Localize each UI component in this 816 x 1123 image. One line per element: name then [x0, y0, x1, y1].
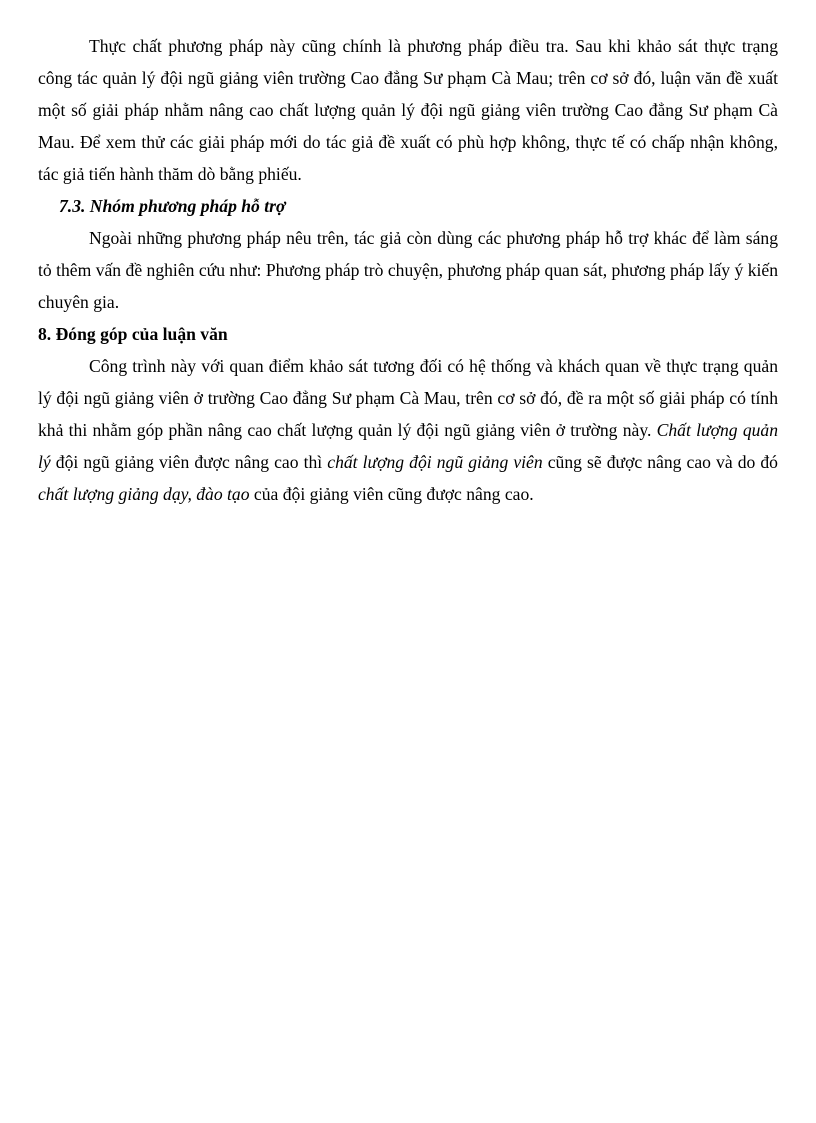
body-paragraph-method-survey: Thực chất phương pháp này cũng chính là phương pháp điều tra. Sau khi khảo sát thực trạng công tác quản lý đội ngũ giảng viên trường Cao đẳng Sư phạm Cà Mau; trên cơ sở đó, luận văn đề xuất một số giải pháp nhằm nâng cao chất lượng quản lý đội ngũ giảng viên trường Cao đẳng Sư phạm Cà Mau. Để xem thử các giải pháp mới do tác giả đề xuất có phù hợp không, thực tế có chấp nhận không, tác giả tiến hành thăm dò bằng phiếu.: [38, 36, 778, 184]
body-paragraph-contribution: [38, 350, 778, 510]
section-heading-8: 8. Đóng góp của luận văn: [38, 324, 228, 344]
body-paragraph-supporting-methods: Ngoài những phương pháp nêu trên, tác giả còn dùng các phương pháp hỗ trợ khác để làm sáng tỏ thêm vấn đề nghiên cứu như: Phương pháp trò chuyện, phương pháp quan sát, phương pháp lấy ý kiến chuyên gia.: [38, 228, 778, 312]
section-heading-7-3: 7.3. Nhóm phương pháp hỗ trợ: [59, 196, 286, 216]
contribution-emphasis-2: chất lượng đội ngũ giảng viên: [327, 452, 543, 472]
contribution-text-4: của đội giảng viên cũng được nâng cao.: [249, 484, 534, 504]
contribution-text-2: đội ngũ giảng viên được nâng cao thì: [50, 452, 328, 472]
document-page: [38, 30, 778, 510]
contribution-emphasis-1: Chất lượng quản lý: [38, 420, 779, 472]
contribution-text-3: cũng sẽ được nâng cao và do đó: [542, 452, 778, 472]
contribution-emphasis-3: chất lượng giảng dạy, đào tạo: [38, 484, 250, 504]
contribution-text-1: Công trình này với quan điểm khảo sát tương đối có hệ thống và khách quan về thực trạng quản lý đội ngũ giảng viên ở trường Cao đẳng Sư phạm Cà Mau, trên cơ sở đó, đề ra một số giải pháp có tính khả thi nhằm góp phần nâng cao chất lượng quản lý đội ngũ giảng viên ở trường này.: [38, 356, 778, 440]
